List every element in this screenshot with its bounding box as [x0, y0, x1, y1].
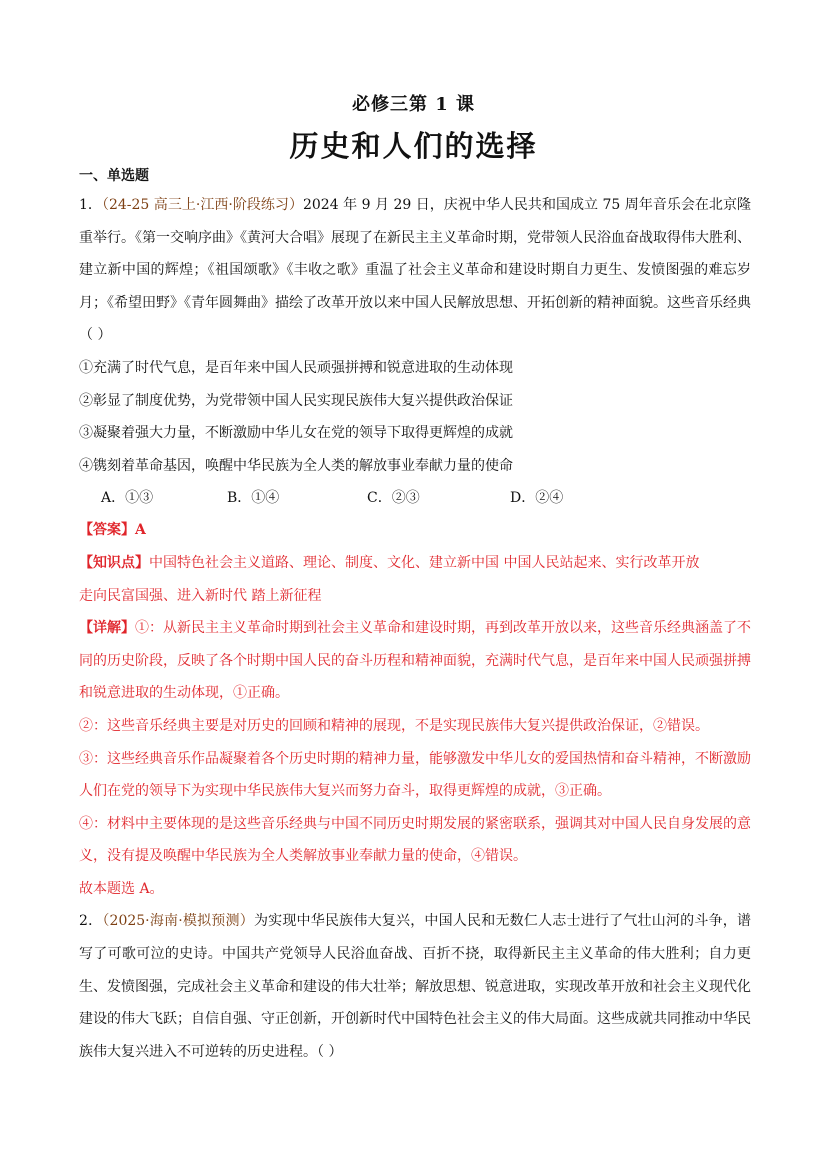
answer-options [79, 482, 751, 514]
question-1-stem [79, 189, 751, 352]
question-1-number: 1． [79, 197, 102, 213]
question-2-text: 为实现中华民族伟大复兴，中国人民和无数仁人志士进行了气壮山河的斗争，谱写了可歌可泣的史诗。中国共产党领导人民浴血奋战、百折不挠，取得新民主主义革命的伟大胜利；自力更生、发愤图强，完成社会主义革命和建设的伟大壮举；解放思想、锐意进取，实现改革开放和社会主义现代化建设的伟大飞跃；自信自强、守正创新，开创新时代中国特色社会主义的伟大局面。这些成就共同推动中华民族伟大复兴进入不可逆转的历史进程。（ ） [79, 913, 751, 1060]
option-c: C．②③ [367, 490, 420, 507]
knowledge-line-2: 走向民富国强、进入新时代 踏上新征程 [79, 587, 322, 604]
section-heading: 一、单选题 [79, 168, 149, 184]
question-1 [79, 189, 751, 905]
answer-value: A [135, 522, 146, 539]
knowledge-line-1 [79, 547, 751, 580]
detail-text-1: ①：从新民主主义革命时期到社会主义革命和建设时期，再到改革开放以来，这些音乐经典涵盖了不同的历史阶段，反映了各个时期中国人民的奋斗历程和精神面貌，充满时代气息，是百年来中国人民顽强拼搏和锐意进取的生动体现，①正确。 [79, 620, 751, 702]
question-1-text: 2024 年 9 月 29 日，庆祝中华人民共和国成立 75 周年音乐会在北京隆重举行。《第一交响序曲》《黄河大合唱》展现了在新民主主义革命时期，党带领人民浴血奋战取得伟大胜利、建立新中国的辉煌；《祖国颂歌》《丰收之歌》重温了社会主义革命和建设时期自力更生、发愤图强的难忘岁月；《希望田野》《青年圆舞曲》描绘了改革开放以来中国人民解放思想、开拓创新的精神面貌。这些音乐经典（ ） [79, 197, 751, 344]
document-body [79, 165, 751, 1068]
statement-1: ①充满了时代气息，是百年来中国人民顽强拼搏和锐意进取的生动体现 [79, 359, 513, 376]
detail-paragraph-4: ④：材料中主要体现的是这些音乐经典与中国不同历史时期发展的紧密联系，强调其对中国人民自身发展的意义，没有提及唤醒中华民族为全人类解放事业奉献力量的使命，④错误。 [79, 815, 751, 865]
lesson-subtitle: 必修三第 1 课 [351, 94, 476, 115]
statement-2: ②彰显了制度优势，为党带领中国人民实现民族伟大复兴提供政治保证 [79, 392, 513, 409]
question-1-source: （24-25 高三上·江西·阶段练习） [101, 197, 303, 213]
statement-4: ④镌刻着革命基因，唤醒中华民族为全人类的解放事业奉献力量的使命 [79, 457, 513, 474]
question-2-number: 2． [79, 913, 103, 930]
option-b: B．①④ [227, 490, 280, 507]
knowledge-text-1: 中国特色社会主义道路、理论、制度、文化、建立新中国 中国人民站起来、实行改革开放 [149, 554, 700, 571]
statement-3: ③凝聚着强大力量，不断激励中华儿女在党的领导下取得更辉煌的成就 [79, 425, 513, 442]
page-title: 历史和人们的选择 [289, 129, 538, 163]
question-2-stem [79, 905, 751, 1068]
detail-paragraph-1 [79, 612, 751, 710]
option-d: D．②④ [510, 490, 564, 507]
detail-paragraph-3: ③：这些经典音乐作品凝聚着各个历史时期的精神力量，能够激发中华儿女的爱国热情和奋斗精神，不断激励人们在党的领导下为实现中华民族伟大复兴而努力奋斗，取得更辉煌的成就，③正确。 [79, 750, 751, 800]
question-2 [79, 905, 751, 1068]
knowledge-label: 【知识点】 [79, 554, 149, 571]
option-a: A．①③ [101, 490, 154, 507]
answer-line [79, 514, 751, 547]
conclusion: 故本题选 A。 [79, 880, 164, 897]
answer-label: 【答案】 [79, 522, 135, 539]
detail-label: 【详解】 [79, 620, 135, 637]
question-2-source: （2025·海南·模拟预测） [102, 913, 254, 930]
detail-paragraph-2: ②：这些音乐经典主要是对历史的回顾和精神的展现，不是实现民族伟大复兴提供政治保证，②错误。 [79, 717, 709, 734]
